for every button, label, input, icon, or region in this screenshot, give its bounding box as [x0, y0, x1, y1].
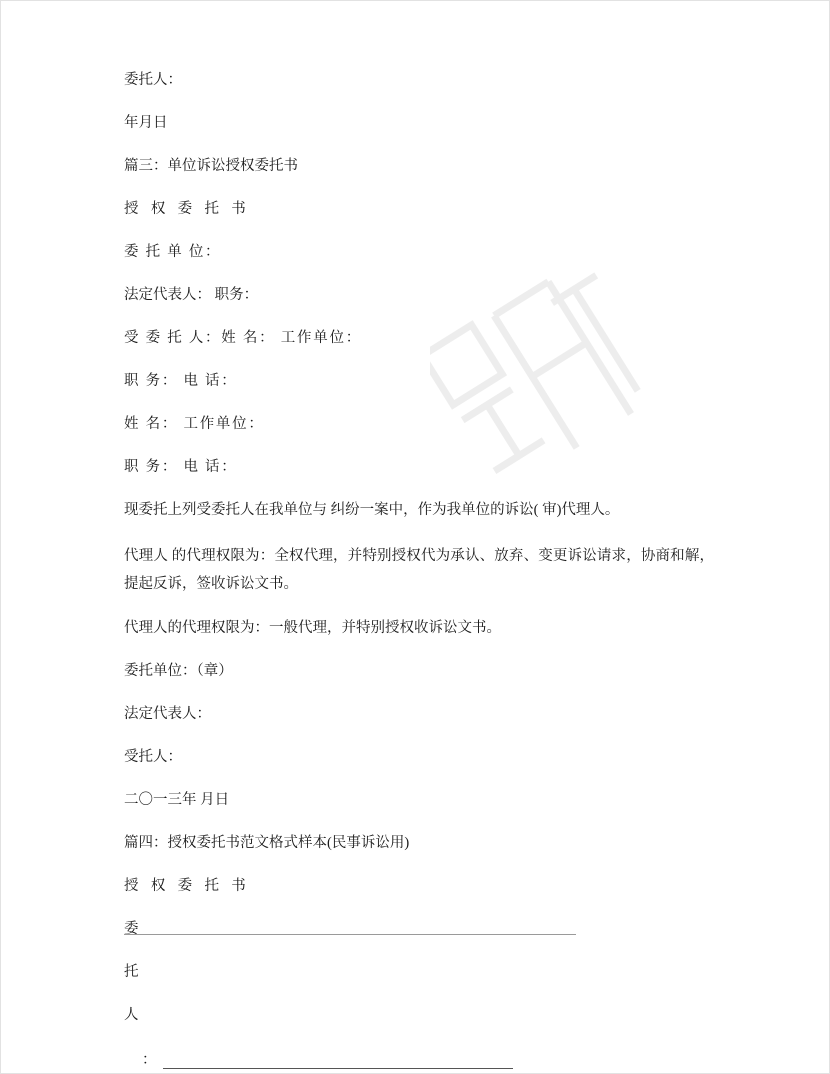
paragraph-date-blank: 年月日	[124, 115, 168, 132]
paragraph-agent-authority-general: 代理人的代理权限为：一般代理，并特别授权收诉讼文书。	[124, 620, 501, 637]
paragraph-name-workunit-2: 姓 名： 工作单位：	[124, 416, 265, 433]
footer-divider	[124, 934, 576, 935]
paragraph-entrusting-unit-seal: 委托单位：（章）	[124, 663, 233, 680]
paragraph-weituoren: 委托人：	[124, 72, 182, 88]
signature-rule	[163, 1056, 513, 1069]
paragraph-entrustment-statement: 现委托上列受委托人在我单位与 纠纷一案中，作为我单位的诉讼( 审)代理人。	[124, 502, 620, 519]
paragraph-entrusting-unit: 委 托 单 位：	[124, 244, 222, 261]
paragraph-trustee-sign: 受托人：	[124, 749, 182, 766]
paragraph-section-three-title: 篇三：单位诉讼授权委托书	[124, 158, 298, 175]
signature-blank-row	[124, 1048, 714, 1069]
paragraph-position-phone-1: 职 务： 电 话：	[124, 373, 238, 390]
paragraph-char-wei: 委	[124, 921, 139, 938]
paragraph-year-month-day: 二〇一三年 月日	[124, 792, 230, 809]
document-body	[124, 70, 714, 1074]
paragraph-entrusted-person-name: 受 委 托 人：姓 名： 工作单位：	[124, 330, 362, 347]
paragraph-section-four-title: 篇四：授权委托书范文格式样本(民事诉讼用)	[124, 835, 410, 852]
paragraph-power-of-attorney-heading: 授 权 委 托 书	[124, 201, 251, 218]
paragraph-agent-authority-full: 代理人 的代理权限为：全权代理，并特别授权代为承认、放弃、变更诉讼请求，协商和解，提起反诉，签收诉讼文书。	[124, 548, 714, 592]
paragraph-char-ren: 人	[124, 1007, 139, 1024]
paragraph-legal-representative-sign: 法定代表人：	[124, 706, 211, 723]
paragraph-power-of-attorney-heading-2: 授 权 委 托 书	[124, 878, 251, 895]
signature-colon: ：	[142, 1052, 157, 1069]
paragraph-char-tuo: 托	[124, 964, 139, 981]
paragraph-legal-representative: 法定代表人： 职务：	[124, 287, 259, 304]
paragraph-position-phone-2: 职 务： 电 话：	[124, 459, 238, 476]
